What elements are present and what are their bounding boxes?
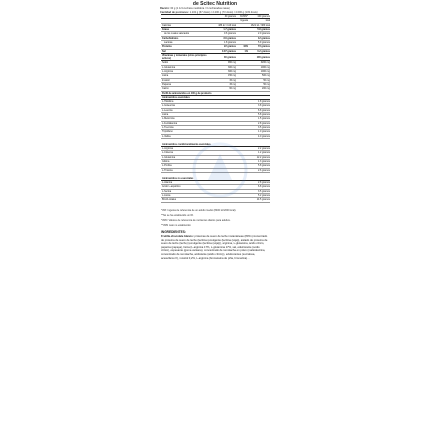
vitamin-per-30g: 300 mg bbox=[217, 65, 237, 69]
nutrient-per-30g: 22 gramos bbox=[217, 45, 237, 49]
header-kcal: kcal bbox=[249, 19, 270, 23]
amino-amount: 5.8 gramos bbox=[249, 113, 270, 117]
amino-amount: 4.0 gramos bbox=[249, 134, 270, 138]
vitamin-per-30g: 960 mg bbox=[217, 61, 237, 65]
amino-name: L-Lisina bbox=[161, 194, 217, 198]
amino-amount: 14.5 gramos bbox=[249, 198, 270, 202]
vitamins-header-row bbox=[161, 54, 270, 61]
nonessential-spacer bbox=[161, 202, 270, 207]
amino-amount: 1.8 gramos bbox=[249, 100, 270, 104]
amino-amount: 5.8 gramos bbox=[249, 164, 270, 168]
amino-name: Glicina bbox=[161, 159, 217, 163]
amino-amount: 6.8 gramos bbox=[249, 108, 270, 112]
header-30g: 30 gramos bbox=[217, 15, 237, 19]
vitamin-per-100g: 1000 mg bbox=[249, 65, 270, 69]
vitamin-per-100g: 3200 mg bbox=[249, 61, 270, 65]
amino-name: L-Alanina bbox=[161, 181, 217, 185]
vitamin-name: L-Glutamina bbox=[161, 65, 217, 69]
amino-amount: 3.5 gramos bbox=[249, 125, 270, 129]
nutrient-name: Grasa bbox=[161, 28, 217, 32]
vitamin-name: Lisina bbox=[161, 74, 217, 78]
nutrient-per-100g: 12 gramos bbox=[249, 36, 270, 40]
nutrient-per-30g: 3.6 gramos bbox=[217, 36, 237, 40]
footnote: **No se ha establecido un IR. bbox=[161, 213, 194, 217]
ingredients-body: proteínas de suero de leche instantáneas (80% (concentrado de proteína de suero de leche (lecitina (emulgente (lecitina (soja)), aislado de proteína de suero de leche (leche) (emulgente (lecitina (soja))), arginina, L-glutamina, ácido cítrico, papaína (papaya), lisina (L-arginina 17%, L-glutamina 17%, sal, edulcorante (sodio cítrico), espesante (goma xantana), concentrado de remolacha en polvo (maltodextrina, concentrado de remolacha, acidulante (ácido cítrico)), edulcorantes (sucralosa, acesulfamo K), inositol 0,2%, L-arginina (bromelaína de piña, bromelina)... bbox=[161, 235, 268, 260]
nutrient-per-100g: 2.0 gramos bbox=[249, 32, 270, 36]
vitamin-per-30g: 150 mg bbox=[217, 74, 237, 78]
nutrient-name: Proteína bbox=[161, 45, 217, 49]
amino-name: L-Histidina bbox=[161, 100, 217, 104]
vitamin-per-100g: 1000 mg bbox=[249, 70, 270, 74]
vitamin-name: Sodio bbox=[161, 61, 217, 65]
document-title: de Scitec Nutrition bbox=[192, 1, 238, 7]
vitamin-per-30g: 15 mg bbox=[217, 78, 237, 82]
amino-amount: 3.8 gramos bbox=[249, 104, 270, 108]
nutrient-vrn: 44% bbox=[237, 45, 249, 49]
nutrient-per-100g: 1621 kJ / 386 kcal bbox=[250, 23, 270, 27]
amino-name: Ácido L-aspártico bbox=[161, 185, 217, 189]
header-100g: 100 gramos bbox=[249, 15, 270, 19]
vitamin-per-100g: 50 mg bbox=[249, 78, 270, 82]
amino-amount: 1.0 gramos bbox=[249, 130, 270, 134]
nutrient-name: Sal bbox=[161, 49, 217, 53]
servings-label: Cantidad de porciones: bbox=[160, 10, 189, 14]
header-ingesta: Ingesta bbox=[237, 19, 249, 23]
amino-name: L-Serina bbox=[161, 189, 217, 193]
header-vrn: %VRN* bbox=[237, 15, 249, 19]
footnote: **VRN nato no establecido bbox=[161, 223, 191, 227]
amino-amount: 1.5 gramos bbox=[249, 117, 270, 121]
vitamin-name: Calcio bbox=[161, 87, 217, 91]
vitamin-per-30g: 60 mg bbox=[217, 87, 237, 91]
watermark-logo-icon bbox=[190, 140, 250, 200]
ingredients-lead: Frutilla-chocolate blanco: bbox=[161, 235, 194, 239]
amino-name: Lisina bbox=[161, 113, 217, 117]
amino-name: L-Valina bbox=[161, 134, 217, 138]
vitamin-name: L-Arginina bbox=[161, 70, 217, 74]
amino-name: L-Isoleucina bbox=[161, 104, 217, 108]
nutrient-name: Calorías bbox=[161, 23, 217, 27]
nutrition-document bbox=[160, 0, 270, 430]
amino-amount: 12.2 gramos bbox=[249, 155, 270, 159]
amino-amount: 1.3 gramos bbox=[249, 159, 270, 163]
amino-name: BCAA totales bbox=[161, 198, 217, 202]
vitamin-per-30g: 15 mg bbox=[217, 82, 237, 86]
vitamin-name: Inositol bbox=[161, 78, 217, 82]
amino-title: Perfil de aminoácidos en 100 g de producto bbox=[161, 92, 217, 96]
nutrient-per-30g: 486 kJ / 116 kcal bbox=[218, 23, 236, 27]
vitamin-per-100g: 200 mg bbox=[249, 87, 270, 91]
vitamins-table bbox=[161, 54, 270, 92]
amino-amount: 2.8 gramos bbox=[249, 181, 270, 185]
amino-amount: 6.8 gramos bbox=[249, 185, 270, 189]
footnote: *VRI: Ingesta de referencia de un adulto medio (8400 kJ/2000 kcal). bbox=[161, 208, 237, 212]
amino-amount: 3.5 gramos bbox=[249, 189, 270, 193]
amino-name: Triptófano bbox=[161, 130, 217, 134]
vitamin-per-100g: 500 mg bbox=[249, 74, 270, 78]
nutrient-per-100g: 0.2 gramos bbox=[249, 49, 270, 53]
amino-amount: 2.6 gramos bbox=[249, 168, 270, 172]
servings-per-container bbox=[160, 11, 270, 15]
amino-amount: 2.8 gramos bbox=[249, 121, 270, 125]
nutrient-per-30g: 0.07 gramos bbox=[217, 49, 237, 53]
nutrition-row bbox=[161, 49, 270, 53]
vitamins-header-label: Vitaminas y minerales (otros principios activos) bbox=[161, 54, 217, 61]
amino-name: L-Cisteína bbox=[161, 151, 217, 155]
amino-name: L-Leucina bbox=[161, 108, 217, 112]
nutrient-name: Carbohidratos bbox=[161, 36, 217, 40]
amino-name: L-Metionina bbox=[161, 117, 217, 121]
footnote: *VRN: Valores de referencia de nutrientes diarios para adultos. bbox=[161, 218, 231, 222]
nutrient-per-100g: 5.9 gramos bbox=[249, 40, 270, 44]
amino-amount: 5.2 gramos bbox=[249, 194, 270, 198]
vitamin-row bbox=[161, 87, 270, 91]
amino-name: L-Treonina bbox=[161, 125, 217, 129]
vitamins-header-30g: 30 gramos bbox=[217, 54, 237, 61]
vitamin-name: Papaína bbox=[161, 82, 217, 86]
amino-amount: 2.2 gramos bbox=[249, 147, 270, 151]
amino-amount: 1.2 gramos bbox=[249, 151, 270, 155]
nutrient-name: de los cuales saturados bbox=[161, 32, 217, 36]
footnotes bbox=[161, 209, 269, 227]
serving-label: Ración: bbox=[160, 7, 170, 10]
nonessential-title: Aminoácidos no esenciales bbox=[161, 177, 217, 181]
amino-name: L-Glutamina bbox=[161, 155, 217, 159]
servings-value: 1.132 g (67 dosis) / 2.200 g (73 dosis) / 4.000 g (133 dosis) bbox=[189, 10, 258, 14]
nutrition-table bbox=[161, 15, 270, 54]
vitamin-per-30g: 300 mg bbox=[217, 70, 237, 74]
nutrient-name: Lactosa bbox=[161, 40, 217, 44]
amino-name: L-Tirosina bbox=[161, 168, 217, 172]
nutrient-per-100g: 5.8 gramos bbox=[249, 28, 270, 32]
nutrient-per-30g: 1.8 gramos bbox=[217, 40, 237, 44]
amino-name: L-Fenilalanina bbox=[161, 121, 217, 125]
essential-title: Aminoácidos esenciales bbox=[161, 95, 217, 99]
conditional-title: Aminoácidos condicionalmente esenciales bbox=[161, 143, 217, 147]
vitamins-header-100g: 100 gramos bbox=[249, 54, 270, 61]
vitamin-per-100g: 50 mg bbox=[249, 82, 270, 86]
nutrient-per-100g: 73 gramos bbox=[249, 45, 270, 49]
ingredients-text bbox=[161, 235, 269, 260]
amino-name: L-Prolina bbox=[161, 164, 217, 168]
nutrient-per-30g: 0.6 gramos bbox=[217, 32, 237, 36]
serving-value: 30 g (1 1/4 cuchara medidora / 3 cucharadas rasas) bbox=[170, 7, 230, 10]
ingredients-title: INGREDIENTES: bbox=[161, 230, 186, 235]
nutrient-vrn: 1% bbox=[237, 49, 249, 53]
nutrient-per-30g: 1.7 gramos bbox=[217, 28, 237, 32]
amino-name: L-Arginina bbox=[161, 147, 217, 151]
